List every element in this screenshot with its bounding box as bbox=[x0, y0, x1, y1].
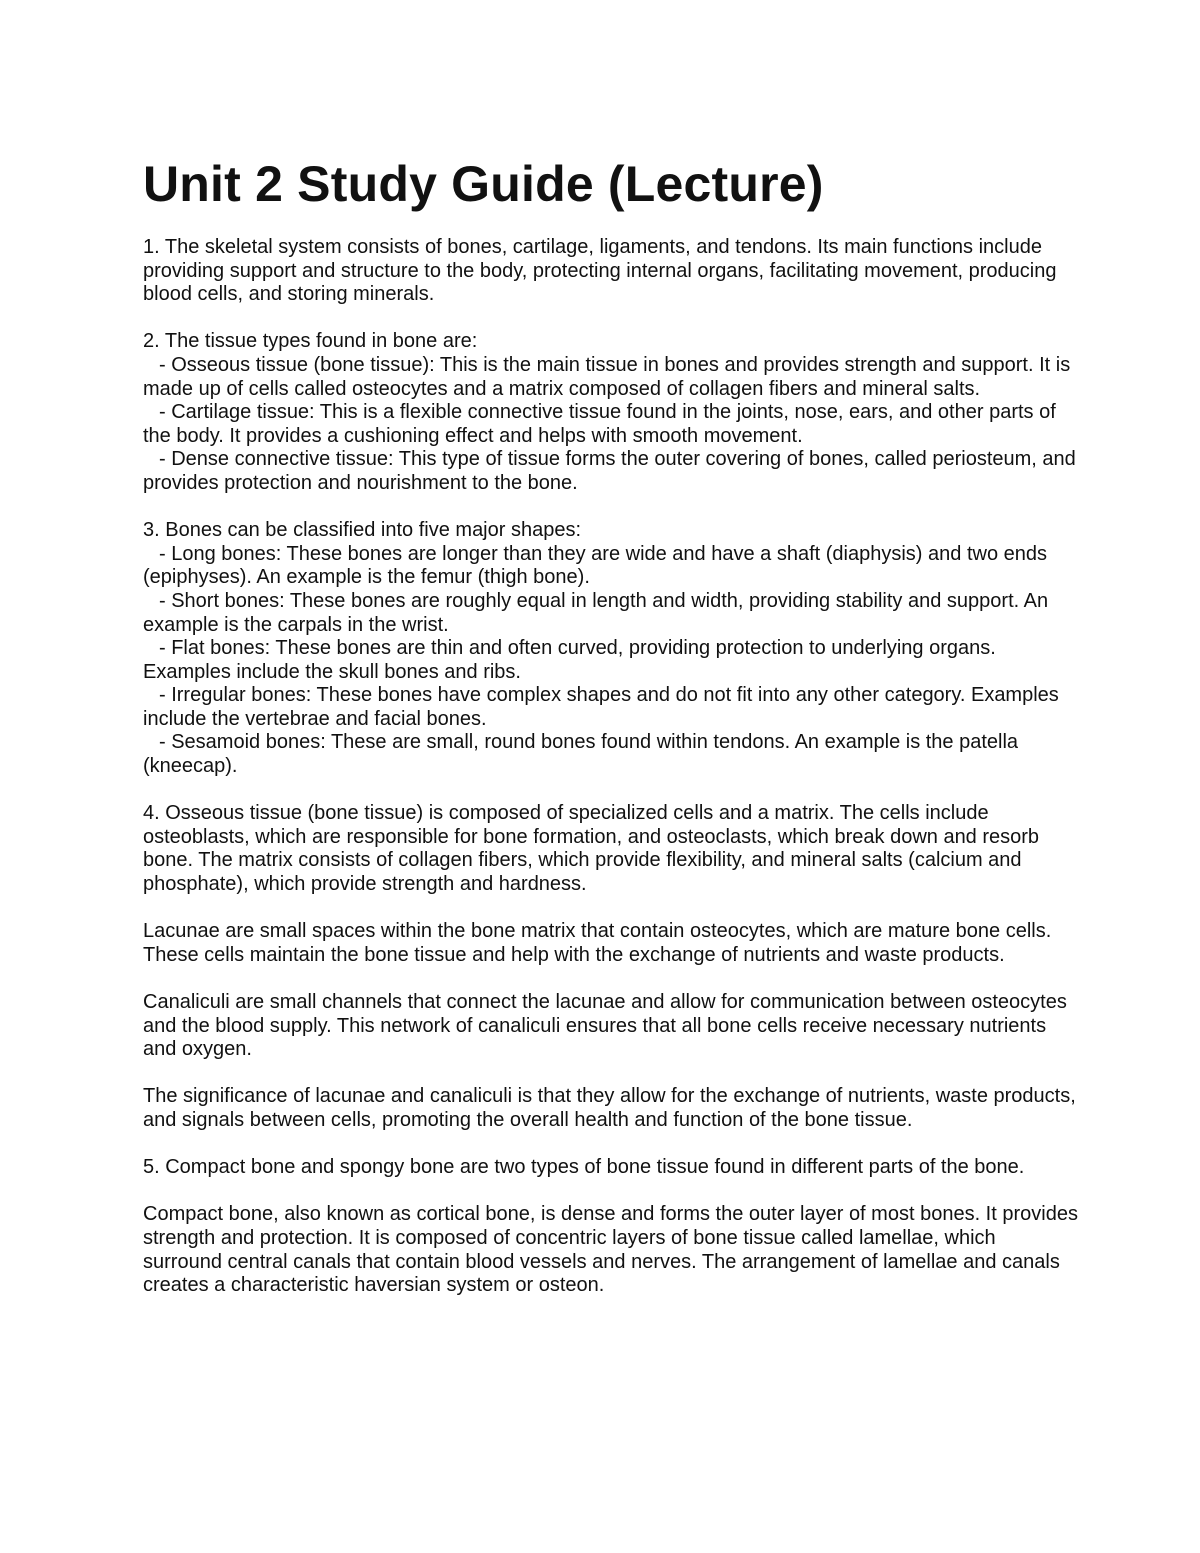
paragraph-lacunae: Lacunae are small spaces within the bone matrix that contain osteocytes, which are mature bone cells. These cells maintain the bone tissue and help with the exchange of nutrients and waste products. bbox=[143, 920, 1052, 966]
paragraph-compact-spongy: 5. Compact bone and spongy bone are two types of bone tissue found in different parts of the bone. bbox=[143, 1156, 1025, 1179]
list-item-text: - Short bones: These bones are roughly equal in length and width, providing stability and support. An example is the carpals in the wrist. bbox=[143, 589, 1049, 636]
list-item-sesamoid-bones bbox=[143, 731, 1078, 778]
list-item-text: - Dense connective tissue: This type of tissue forms the outer covering of bones, called periosteum, and provides protection and nourishment to the bone. bbox=[143, 448, 1076, 494]
list-item-short-bones bbox=[143, 590, 1078, 637]
paragraph-significance: The significance of lacunae and canaliculi is that they allow for the exchange of nutrients, waste products, and signals between cells, promoting the overall health and function of the bone tissue. bbox=[143, 1085, 1076, 1131]
list-item-long-bones bbox=[143, 543, 1078, 590]
paragraph-tissue-types-intro: 2. The tissue types found in bone are: bbox=[143, 330, 478, 353]
paragraph-compact-bone: Compact bone, also known as cortical bone, is dense and forms the outer layer of most bones. It provides strength and protection. It is composed of concentric layers of bone tissue called lamellae, which surround central canals that contain blood vessels and nerves. The arrangement of lamellae and canals creates a characteristic haversian system or osteon. bbox=[143, 1203, 1078, 1297]
list-item-text: - Cartilage tissue: This is a flexible connective tissue found in the joints, nose, ears, and other parts of the body. It provides a cushioning effect and helps with smooth movement. bbox=[143, 401, 1056, 447]
document-page bbox=[143, 150, 1078, 1298]
document-title: Unit 2 Study Guide (Lecture) bbox=[143, 156, 824, 212]
list-item-osseous-tissue bbox=[143, 354, 1078, 401]
list-item-cartilage-tissue bbox=[143, 401, 1078, 448]
document-body bbox=[143, 236, 1078, 1298]
list-item-text: - Flat bones: These bones are thin and often curved, providing protection to underlying organs. Examples include the skull bones and ribs. bbox=[143, 637, 996, 683]
list-item-text: - Long bones: These bones are longer than they are wide and have a shaft (diaphysis) and two ends (epiphyses). An example is the femur (thigh bone). bbox=[143, 542, 1047, 589]
list-item-text: - Osseous tissue (bone tissue): This is the main tissue in bones and provides strength and support. It is made up of cells called osteocytes and a matrix composed of collagen fibers and mineral salts. bbox=[143, 353, 1071, 400]
list-item-flat-bones bbox=[143, 637, 1078, 684]
paragraph-canaliculi: Canaliculi are small channels that connect the lacunae and allow for communication between osteocytes and the blood supply. This network of canaliculi ensures that all bone cells receive necessary nutrients and oxygen. bbox=[143, 991, 1067, 1061]
paragraph-bone-shapes-intro: 3. Bones can be classified into five major shapes: bbox=[143, 519, 582, 542]
paragraph-skeletal-system: 1. The skeletal system consists of bones, cartilage, ligaments, and tendons. Its main functions include providing support and structure to the body, protecting internal organs, facilitating movement, producing blood cells, and storing minerals. bbox=[143, 236, 1057, 306]
list-item-text: - Sesamoid bones: These are small, round bones found within tendons. An example is the patella (kneecap). bbox=[143, 731, 1019, 778]
list-item-irregular-bones bbox=[143, 684, 1078, 731]
paragraph-osseous-tissue: 4. Osseous tissue (bone tissue) is composed of specialized cells and a matrix. The cells include osteoblasts, which are responsible for bone formation, and osteoclasts, which break down and resorb bone. The matrix consists of collagen fibers, which provide flexibility, and mineral salts (calcium and phosphate), which provide strength and hardness. bbox=[143, 802, 1040, 896]
list-item-dense-connective-tissue bbox=[143, 448, 1078, 495]
list-item-text: - Irregular bones: These bones have complex shapes and do not fit into any other category. Examples include the vertebrae and facial bones. bbox=[143, 684, 1059, 730]
